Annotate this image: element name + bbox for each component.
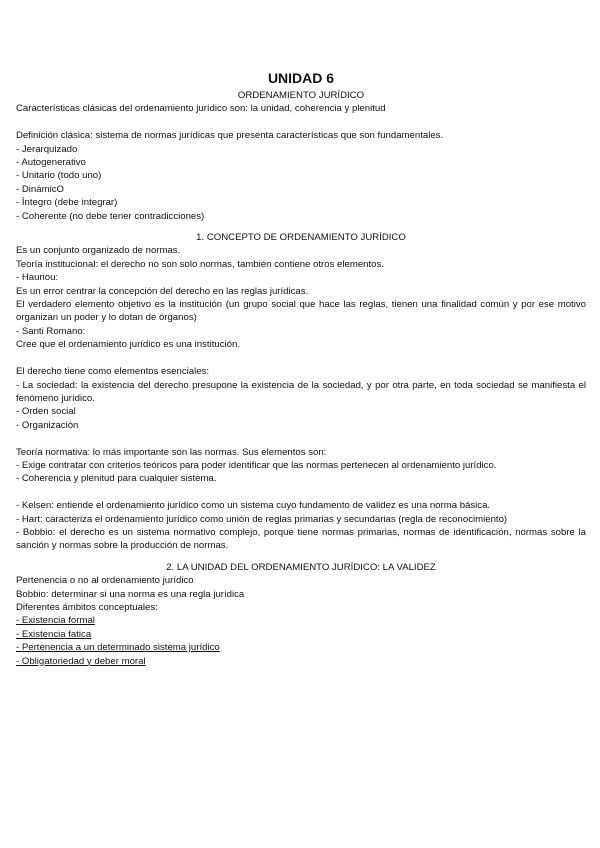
document-page [16, 70, 586, 668]
text-line: Diferentes ámbitos conceptuales: [16, 601, 158, 613]
authors-list [16, 499, 586, 526]
text-line: Pertenencia o no al ordenamiento jurídico [16, 575, 194, 587]
text-line: - Hauriou: [16, 272, 59, 284]
text-line: Teoría institucional: el derecho no son solo normas, también contiene otros elementos. [16, 258, 384, 270]
elements-intro: El derecho tiene como elementos esenciales: [16, 366, 210, 378]
text-line: Es un conjunto organizado de normas. [16, 245, 181, 257]
bobbio-paragraph: - Bobbio: el derecho es un sistema normativo complejo, porque tiene normas primarias, normas de identificación, normas sobre la sanción y normas sobre la producción de normas. [16, 526, 586, 552]
normative-intro: Teoría normativa: lo más importante son las normas. Sus elementos son: [16, 446, 327, 458]
list-item: - Orden social [16, 406, 76, 418]
list-item: - Íntegro (debe integrar) [16, 197, 118, 209]
list-item: - Pertenencia a un determinado sistema jurídico [16, 642, 220, 654]
definition-text: Definición clásica: sistema de normas jurídicas que presenta características que son fundamentales. [16, 130, 444, 142]
list-item: - Unitario (todo uno) [16, 170, 102, 182]
characteristics-list [16, 143, 586, 223]
text-line: Es un error centrar la concepción del derecho en las reglas jurídicas. [16, 285, 309, 297]
section-1-heading: 1. CONCEPTO DE ORDENAMIENTO JURÍDICO [196, 232, 406, 244]
elements-list [16, 405, 586, 432]
hauriou-paragraph: El verdadero elemento objetivo es la institución (un grupo social que hace las reglas, tienen una finalidad común y por ese motivo organizan un poder y lo dotan de órganos) [16, 299, 586, 324]
page-title: UNIDAD 6 [267, 70, 335, 86]
list-item: - Existencia formal [16, 615, 95, 627]
text-line: Cree que el ordenamiento jurídico es una institución. [16, 339, 240, 351]
section-2-heading: 2. LA UNIDAD DEL ORDENAMIENTO JURÍDICO: LA VALIDEZ [166, 561, 436, 573]
list-item: - Exige contratar con criterios teóricos para poder identificar que las normas pertenecen al ordenamiento jurídico. [16, 459, 497, 471]
list-item: - Kelsen: entiende el ordenamiento jurídico como un sistema cuyo fundamento de validez es una norma básica. [16, 500, 491, 512]
text-line: Bobbio: determinar si una norma es una regla jurídica [16, 588, 245, 600]
list-item: - Organización [16, 419, 79, 431]
list-item: - Coherente (no debe tener contradicciones) [16, 210, 205, 222]
list-item: - Existencia fatica [16, 628, 92, 640]
society-paragraph: - La sociedad: la existencia del derecho presupone la existencia de la sociedad, y por otra parte, en toda sociedad se manifiesta el fenómeno jurídico. [16, 379, 586, 404]
list-item: - Hart: caracteriza el ordenamiento jurídico como unión de reglas primarias y secundarias (regla de reconocimiento) [16, 513, 508, 525]
list-item: - DinámicO [16, 183, 64, 195]
list-item: - Obligatoriedad y deber moral [16, 655, 146, 667]
list-item: - Jerarquizado [16, 143, 78, 155]
normative-list [16, 459, 586, 486]
page-subtitle: ORDENAMIENTO JURÍDICO [237, 90, 365, 101]
intro-text: Características clásicas del ordenamiento jurídico son: la unidad, coherencia y plenitud [16, 103, 386, 115]
text-line: - Santi Romano: [16, 325, 86, 337]
conceptual-areas-list [16, 614, 586, 668]
list-item: - Coherencia y plenitud para cualquier sistema. [16, 473, 217, 485]
list-item: - Autogenerativo [16, 157, 86, 169]
